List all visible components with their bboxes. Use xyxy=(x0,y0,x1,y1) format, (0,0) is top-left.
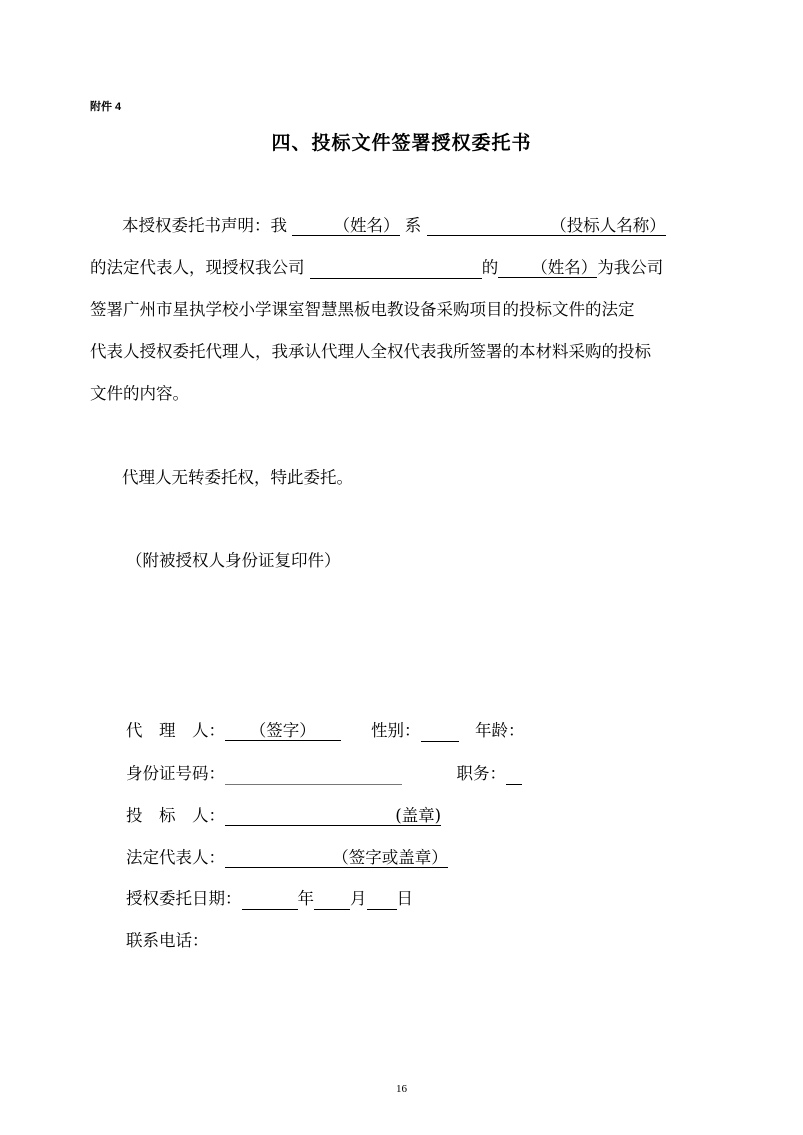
year-label: 年 xyxy=(297,889,314,908)
name-hint-1: （姓名） xyxy=(333,216,400,235)
id-copy-note: （附被授权人身份证复印件） xyxy=(126,551,341,570)
p1-l1-a: 本授权委托书声明：我 xyxy=(122,216,287,235)
bidder-name-field xyxy=(427,216,666,236)
name-hint-2: （姓名） xyxy=(531,258,598,277)
p1-line-1 xyxy=(122,215,666,237)
bidder-seal-field xyxy=(225,806,441,826)
date-row xyxy=(126,888,413,910)
id-label: 身份证号码： xyxy=(126,764,225,783)
legal-rep-label: 法定代表人： xyxy=(126,848,225,867)
p1-line-4: 代表人授权委托代理人，我承认代理人全权代表我所签署的本材料采购的投标 xyxy=(90,342,651,361)
p1-line-2 xyxy=(90,257,663,279)
bidder-name-hint: （投标人名称） xyxy=(550,216,666,235)
gender-label: 性别： xyxy=(371,721,421,740)
year-field xyxy=(242,889,298,910)
position-label: 职务： xyxy=(456,764,506,783)
no-subdelegation-text: 代理人无转委托权，特此委托。 xyxy=(122,468,353,487)
agent-label: 代 理 人： xyxy=(126,721,225,740)
attachment-label: 附件 4 xyxy=(90,101,122,113)
bidder-row xyxy=(126,805,441,827)
id-row xyxy=(126,763,522,785)
age-label: 年龄： xyxy=(475,721,525,740)
position-field xyxy=(506,764,522,785)
contact-label: 联系电话： xyxy=(126,931,209,950)
bidder-label: 投 标 人： xyxy=(126,806,225,825)
p1-l2-d: 为我公司 xyxy=(597,258,664,277)
document-title: 四、投标文件签署授权委托书 xyxy=(271,132,532,154)
bidder-seal-hint: (盖章) xyxy=(395,806,442,825)
contact-row xyxy=(126,930,209,952)
company-field xyxy=(310,258,482,279)
day-label: 日 xyxy=(396,889,413,908)
agent-sign-field xyxy=(225,721,341,741)
month-label: 月 xyxy=(350,889,367,908)
name-field-1 xyxy=(292,216,399,236)
p1-line-3: 签署广州市星执学校小学课室智慧黑板电教设备采购项目的投标文件的法定 xyxy=(90,300,635,319)
p1-l2-b: 的 xyxy=(481,258,499,277)
page-number: 16 xyxy=(396,1083,407,1095)
legal-rep-sign-hint: （签字或盖章） xyxy=(332,848,448,867)
name-field-2 xyxy=(498,258,597,278)
month-field xyxy=(314,889,350,910)
p1-l2-a: 的法定代表人，现授权我公司 xyxy=(90,258,305,277)
agent-row xyxy=(126,720,525,742)
legal-rep-row xyxy=(126,847,448,869)
id-number-field xyxy=(225,764,402,785)
date-label: 授权委托日期： xyxy=(126,889,242,908)
legal-rep-sign-field xyxy=(225,848,448,868)
p1-line-5: 文件的内容。 xyxy=(90,384,189,403)
agent-sign-hint: （签字） xyxy=(249,721,316,740)
gender-field xyxy=(421,721,459,742)
day-field xyxy=(367,889,397,910)
p1-l1-c: 系 xyxy=(404,216,422,235)
